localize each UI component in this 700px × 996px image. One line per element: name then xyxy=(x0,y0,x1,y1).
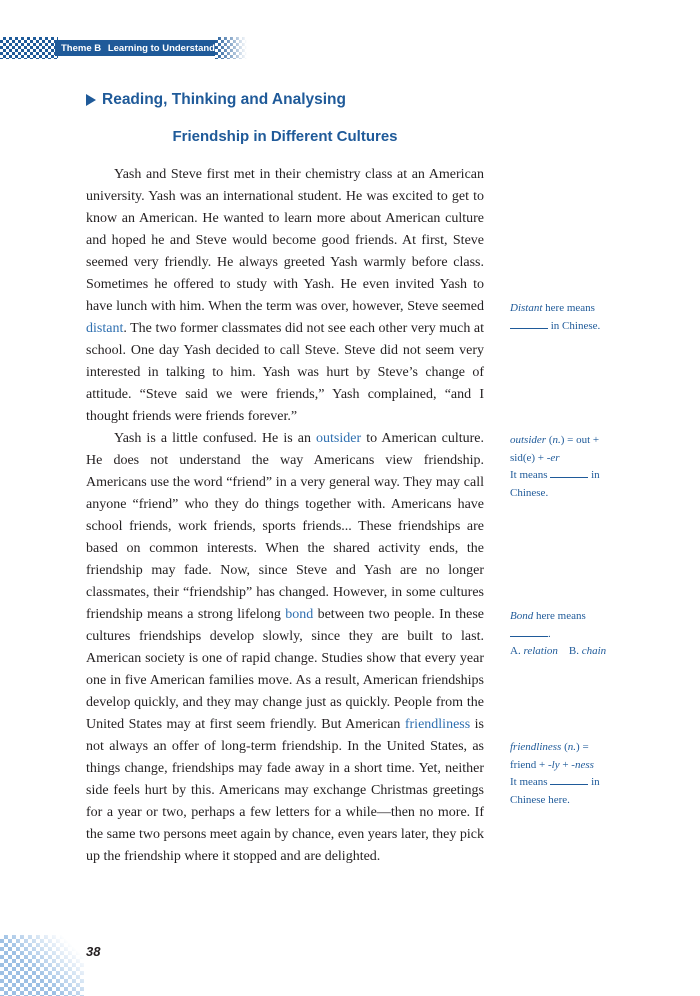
keyword-friendliness: friendliness xyxy=(404,717,471,732)
fill-blank xyxy=(510,626,548,637)
paragraph-2-part-c: between two people. In these cultures friendships develop slowly, since they are built to last. American society is one of rapid change. Studies show that every year one in five American families move. As a result, American friendships develop quickly, and they may change just as quickly. People from the United States may at first seem friendly. But American xyxy=(86,607,484,732)
triangle-bullet-icon xyxy=(86,94,96,106)
section-heading-text: Reading, Thinking and Analysing xyxy=(102,91,346,108)
note-friendliness-text1: It means xyxy=(510,776,551,788)
keyword-outsider: outsider xyxy=(316,431,362,446)
fill-blank xyxy=(550,467,588,478)
note-bond xyxy=(510,608,630,661)
note-bond-text1: here means xyxy=(533,610,586,622)
article-title: Friendship in Different Cultures xyxy=(172,128,398,145)
note-bond-option-b: chain xyxy=(581,645,607,657)
note-outsider: outsider (n.) = out + sid(e) + -er It means in Chinese. xyxy=(510,434,600,499)
note-friendliness-formula2c: + xyxy=(559,758,572,771)
header-pattern xyxy=(0,37,58,59)
note-distant xyxy=(510,300,630,335)
note-outsider-formula1: = out + xyxy=(564,434,600,446)
page-number: 38 xyxy=(86,944,101,959)
note-outsider-text3: Chinese. xyxy=(510,486,549,499)
note-friendliness-formula2b: -ly xyxy=(547,758,560,771)
article-body xyxy=(86,164,484,868)
note-friendliness-formula2d: -ness xyxy=(571,758,594,771)
paragraph-2-part-d: is not always an offer of long-term friendship. In the United States, as things change, friendships may fade away in a short time. Yet, neither side feels hurt by this. Americans may exchange Christmas greetings for a year or two, perhaps a few letters for a while—then no more. If the same two persons meet again by chance, even years later, they pick up the friendship where it stopped and are delighted. xyxy=(86,717,484,864)
note-distant-text2: in Chinese. xyxy=(548,319,601,332)
note-bond-option-a: relation xyxy=(523,645,558,657)
theme-header-bar xyxy=(55,40,215,56)
paragraph-2 xyxy=(86,428,484,868)
paragraph-1-part-b: . The two former classmates did not see each other very much at school. One day Yash decided to call Steve. Steve did not seem very interested in talking to him. Yash was hurt by Steve’s change of attitude. “Steve said we were friends,” Yash complained, “and I thought friends were friends forever.” xyxy=(86,321,484,424)
paragraph-2-part-a: Yash is a little confused. He is an xyxy=(114,431,317,446)
note-outsider-text2: in xyxy=(588,469,600,481)
keyword-bond: bond xyxy=(285,607,314,622)
theme-label: Theme B xyxy=(61,42,102,54)
note-friendliness-word: friendliness xyxy=(510,741,562,753)
paragraph-2-part-b: to American culture. He does not understand the way Americans view friendship. Americans use the word “friend” in a very general way. They may call anyone “friend” who they do things together with. Americans have school friends, work friends, sports friends... These friendships are based on common interests. When the shared activity ends, the friendship may fade. Now, since Steve and Yash are no longer classmates, their “friendship” has changed. However, in some cultures friendship means a strong lifelong xyxy=(86,431,484,622)
note-outsider-formula2b: -er xyxy=(546,451,560,464)
paragraph-1 xyxy=(86,164,484,428)
header-pattern-tail xyxy=(215,37,247,59)
note-outsider-formula2a: sid(e) + xyxy=(510,451,547,464)
section-heading xyxy=(86,91,346,109)
note-bond-text2: . xyxy=(548,627,551,640)
note-bond-option-a-label: A. xyxy=(510,645,524,657)
note-friendliness-text3: Chinese here. xyxy=(510,793,570,806)
note-outsider-pos: n. xyxy=(552,434,561,446)
note-friendliness-formula2a: friend + xyxy=(510,758,548,771)
footer-pattern xyxy=(0,935,84,996)
fill-blank xyxy=(550,774,588,785)
note-friendliness-formula1: = xyxy=(579,741,589,753)
note-bond-word: Bond xyxy=(510,610,534,622)
note-distant-text1: here means xyxy=(542,302,595,314)
note-distant-word: Distant xyxy=(510,302,543,314)
fill-blank xyxy=(510,318,548,329)
note-outsider-word: outsider xyxy=(510,434,547,446)
theme-title: Learning to Understand xyxy=(107,42,215,54)
note-friendliness: friendliness (n.) = friend + -ly + -ness It means in Chinese here. xyxy=(510,741,600,806)
note-outsider-text1: It means xyxy=(510,469,551,481)
note-friendliness-text2: in xyxy=(588,776,600,788)
note-friendliness-pos: n. xyxy=(567,741,577,753)
paragraph-1-part-a: Yash and Steve first met in their chemistry class at an American university. Yash was an international student. He was excited to get to know an American. He wanted to learn more about American culture and hoped he and Steve would become good friends. At first, Steve seemed very friendly. He always greeted Yash warmly before class. Sometimes he offered to study with Yash. He even invited Yash to have lunch with him. When the term was over, however, Steve seemed xyxy=(86,167,484,314)
keyword-distant: distant xyxy=(86,321,124,336)
note-bond-option-b-label: B. xyxy=(568,645,582,657)
